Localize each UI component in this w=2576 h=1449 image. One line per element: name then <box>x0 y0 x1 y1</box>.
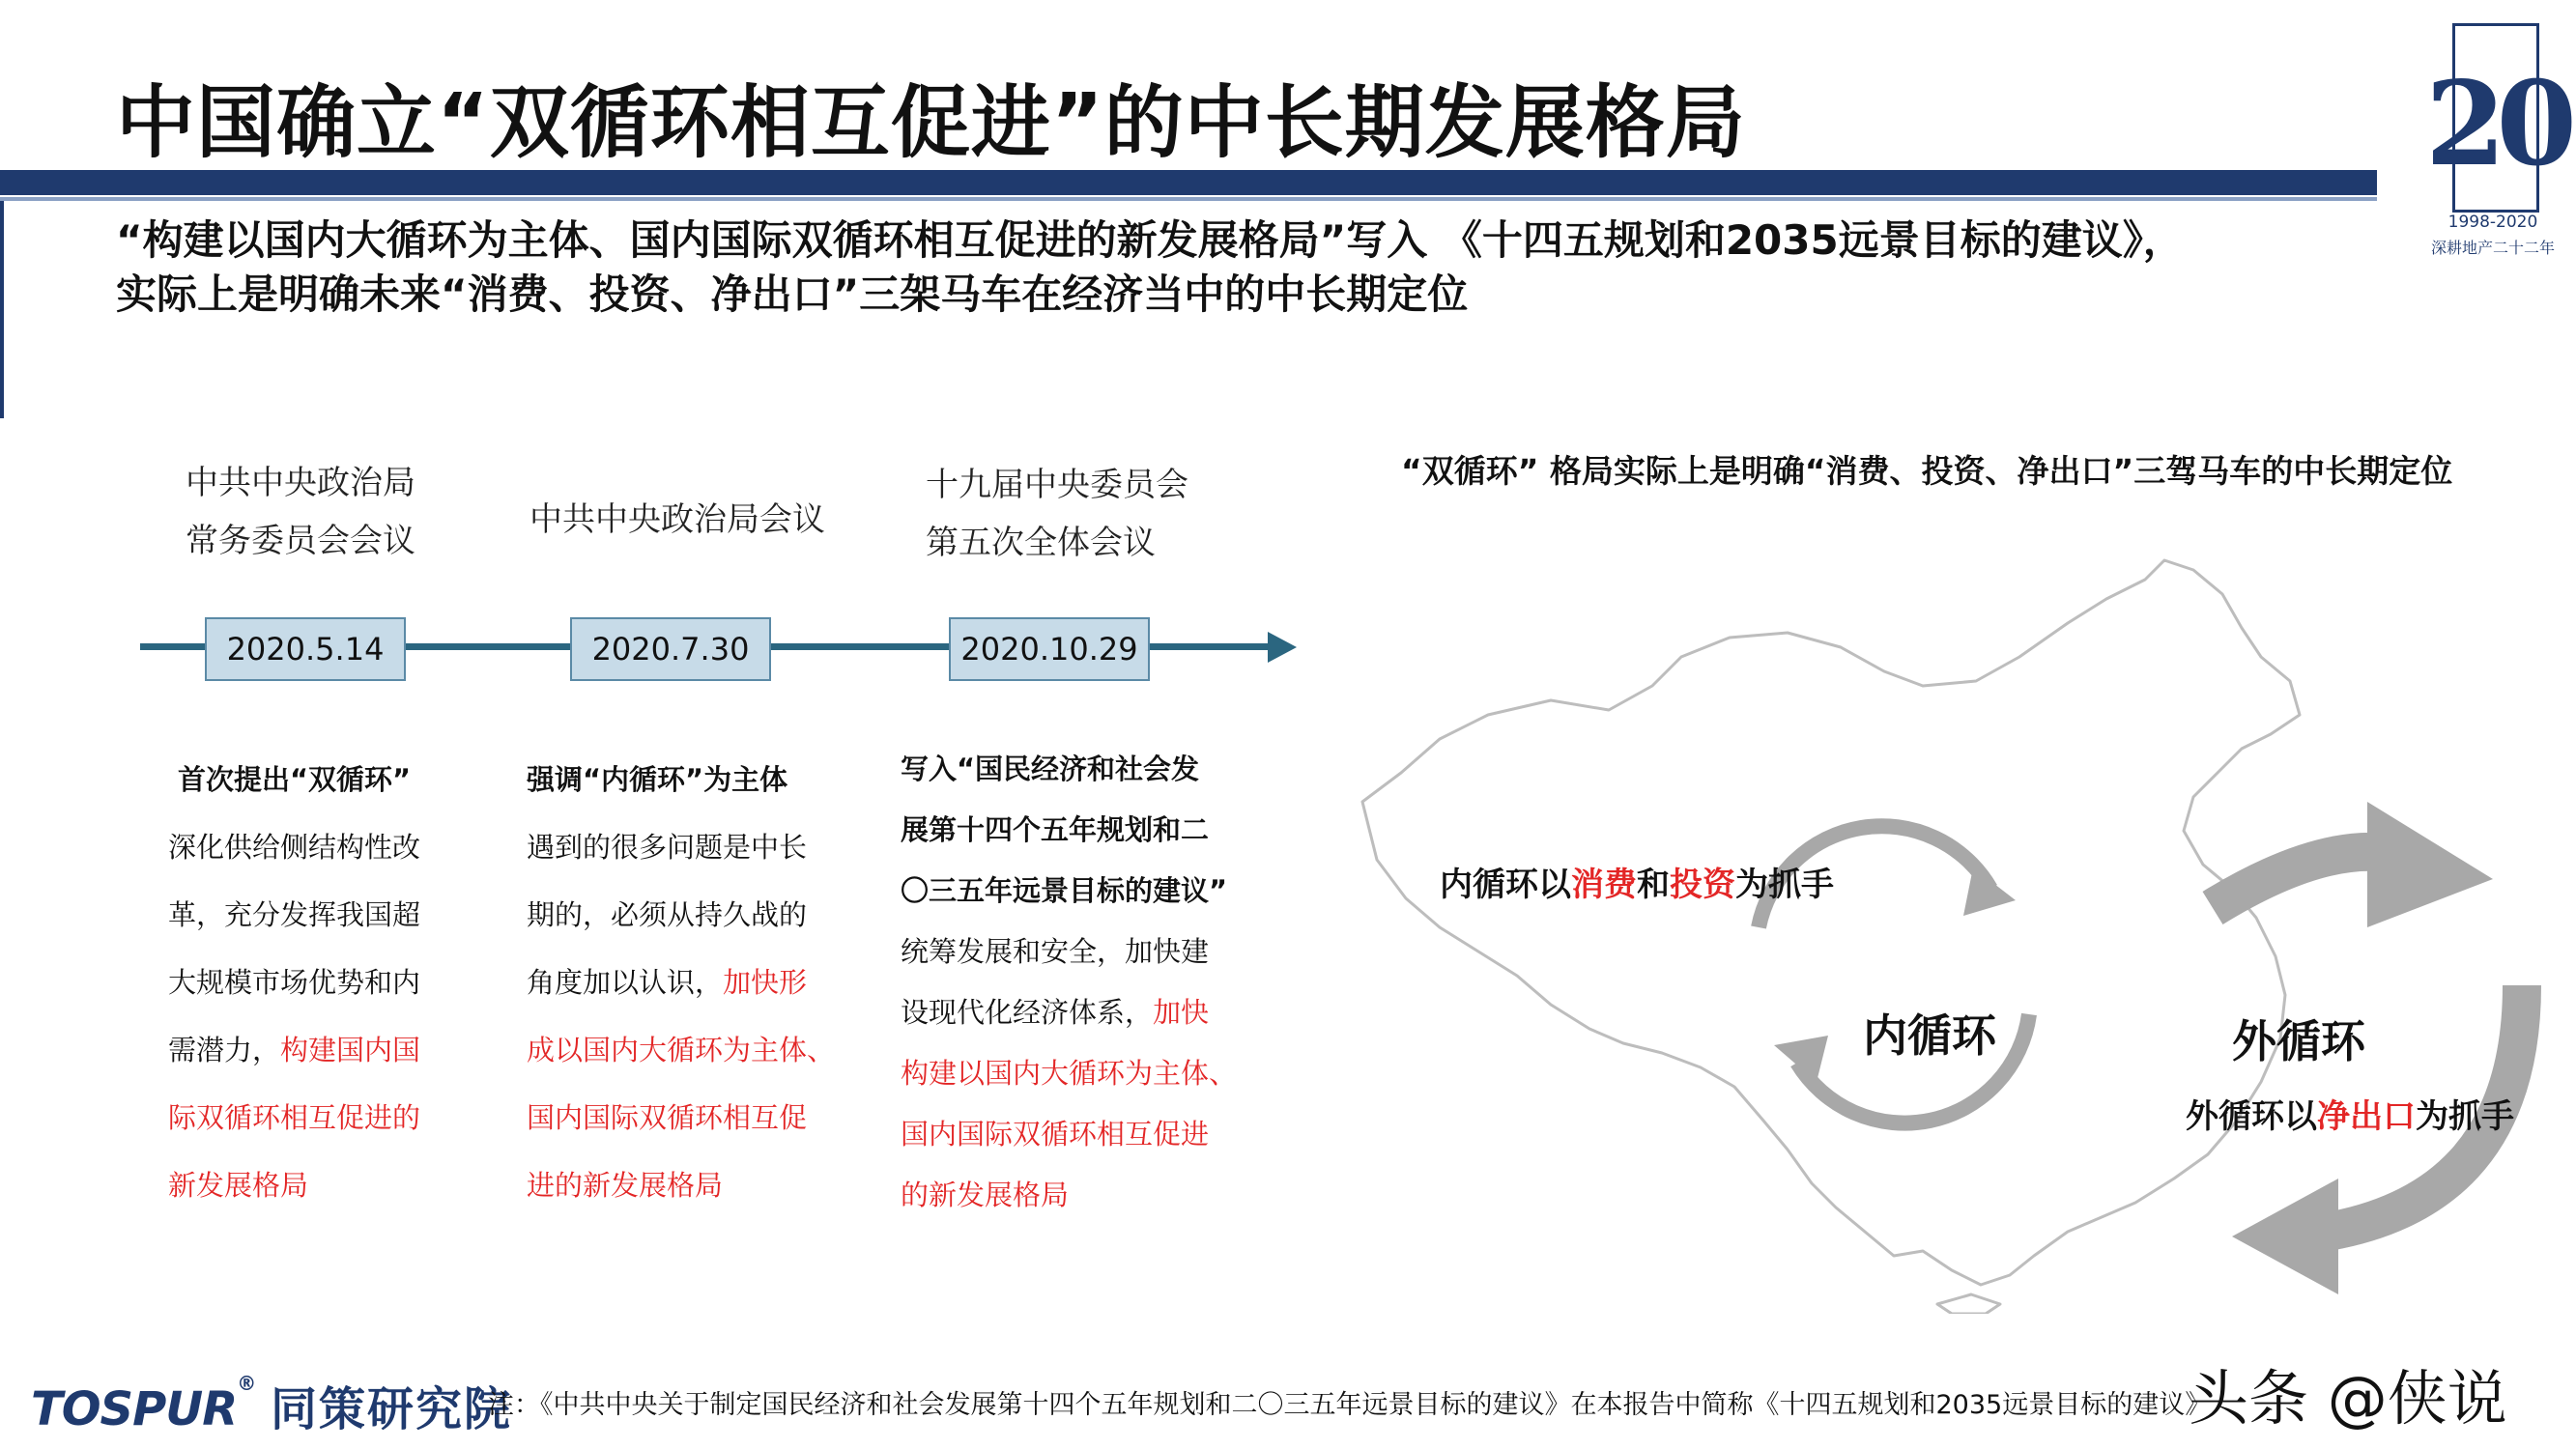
subheading-line-1: “构建以国内大循环为主体、国内国际双循环相互促进的新发展格局”写入 《十四五规划和2035远景目标的建议》， <box>116 216 2184 264</box>
meeting-3-line-2: 第五次全体会议 <box>926 524 1156 562</box>
dual-circulation-heading: “双循环” 格局实际上是明确“消费、投资、净出口”三驾马车的中长期定位 <box>1401 452 2453 490</box>
outer-cycle-arrowhead-bottom-icon <box>2232 1179 2338 1294</box>
outer-cycle-label: 外循环 <box>2232 1015 2365 1067</box>
meeting-3 <box>926 456 1188 572</box>
meeting-1 <box>186 454 415 570</box>
china-map-diagram <box>1333 541 2541 1314</box>
event-column-2 <box>527 746 855 1219</box>
event-column-1 <box>168 746 458 1219</box>
logo-number-mark: 20 <box>2425 56 2567 192</box>
title-underline-thin <box>0 197 2377 201</box>
anniversary-logo <box>2425 23 2567 263</box>
event-3-heading: 写入“国民经济和社会发 展第十四个五年规划和二 〇三五年远景目标的建议” <box>901 753 1228 907</box>
left-accent-bar <box>0 201 4 418</box>
event-1-text: 深化供给侧结构性改 革，充分发挥我国超 大规模市场优势和内 需潜力，构建国内国 际双循环相互促进的 新发展格局 <box>168 831 421 1202</box>
meeting-3-line-1: 十九届中央委员会 <box>926 466 1188 504</box>
brand-en: TOSPUR <box>31 1382 238 1436</box>
timeline-arrow-icon <box>1268 632 1297 663</box>
outer-cycle-arrowhead-top-icon <box>2367 802 2493 927</box>
brand-cn: 同策研究院 <box>270 1382 512 1436</box>
china-map-outline <box>1362 560 2300 1314</box>
footnote: 注：《中共中央关于制定国民经济和社会发展第十四个五年规划和二〇三五年远景目标的建议》在本报告中简称《十四五规划和2035远景目标的建议》 <box>488 1390 2212 1420</box>
logo-year: 1998-2020 <box>2447 213 2538 232</box>
date-box-1: 2020.5.14 <box>205 617 406 681</box>
inner-cycle-caption: 内循环以消费和投资为抓手 <box>1440 866 1834 904</box>
inner-cycle-label: 内循环 <box>1863 1009 1996 1062</box>
logo-subtitle: 深耕地产二十二年 <box>2430 239 2555 257</box>
outer-cycle-caption: 外循环以净出口为抓手 <box>2186 1097 2514 1136</box>
date-box-2: 2020.7.30 <box>570 617 771 681</box>
title-underline-bar <box>0 170 2377 195</box>
subheading-line-2: 实际上是明确未来“消费、投资、净出口”三架马车在经济当中的中长期定位 <box>116 270 1469 318</box>
meeting-1-line-1: 中共中央政治局 <box>186 464 415 502</box>
event-column-3 <box>901 739 1258 1226</box>
event-1-heading: 首次提出“双循环” <box>178 763 412 796</box>
event-2-text: 遇到的很多问题是中长 期的，必须从持久战的 角度加以认识，加快形 成以国内大循环为主体、 国内国际双循环相互促 进的新发展格局 <box>527 831 836 1202</box>
event-2-heading: 强调“内循环”为主体 <box>527 763 788 796</box>
page-title: 中国确立“双循环相互促进”的中长期发展格局 <box>116 77 1746 169</box>
meeting-2-line-1: 中共中央政治局会议 <box>530 500 825 539</box>
meeting-2 <box>530 491 825 549</box>
meeting-1-line-2: 常务委员会会议 <box>186 522 415 560</box>
date-box-3: 2020.10.29 <box>949 617 1150 681</box>
watermark: 头条 @侠说 <box>2189 1363 2507 1434</box>
event-3-text: 统筹发展和安全，加快建 设现代化经济体系，加快 构建以国内大循环为主体、 国内国际双循环相互促进 的新发展格局 <box>901 935 1238 1211</box>
tospur-logo: TOSPUR® 同策研究院 <box>31 1372 512 1436</box>
